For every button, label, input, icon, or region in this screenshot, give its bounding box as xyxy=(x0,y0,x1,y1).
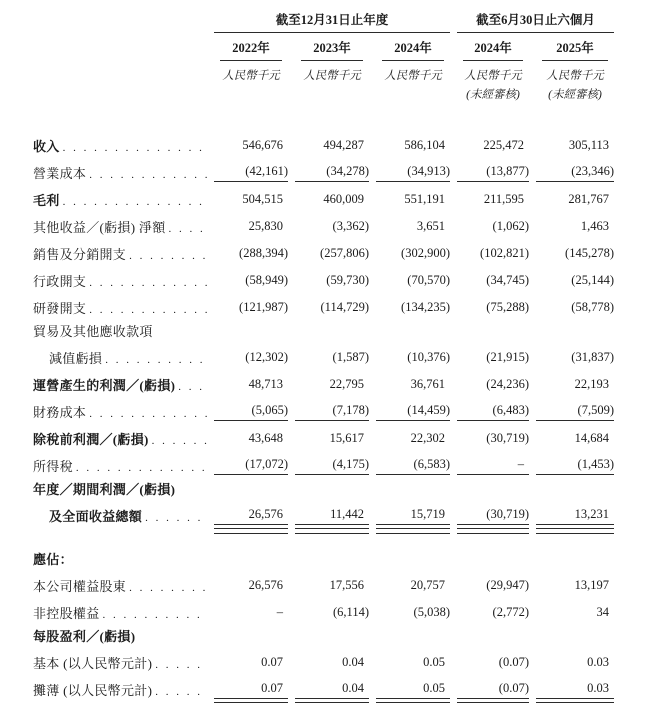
value-cell: (1,062) xyxy=(492,219,529,233)
row-label: 銷售及分銷開支 xyxy=(33,247,127,262)
table-row xyxy=(0,421,650,448)
table-row xyxy=(0,209,650,236)
table-row xyxy=(0,155,650,182)
double-rule-row xyxy=(0,525,650,533)
value-cell: (2,772) xyxy=(492,605,529,619)
value-cell: (102,821) xyxy=(480,246,529,260)
value-cell: 0.03 xyxy=(536,681,614,699)
table-body xyxy=(0,128,650,705)
value-cell: 225,472 xyxy=(483,138,524,152)
value-cell: (7,509) xyxy=(536,403,614,421)
table-row xyxy=(0,568,650,595)
value-cell: (17,072) xyxy=(214,457,288,475)
label-column-spacer xyxy=(33,83,207,102)
row-label: 應佔： xyxy=(33,552,73,567)
row-label-cell xyxy=(33,506,207,525)
row-label-cell xyxy=(33,680,207,699)
value-cell: (1,587) xyxy=(332,350,369,364)
dot-leader xyxy=(86,408,207,420)
dot-leader xyxy=(149,435,207,447)
table-row xyxy=(0,498,650,525)
value-cell: 14,684 xyxy=(574,431,609,445)
row-label-cell xyxy=(33,348,207,367)
value-cell: (42,161) xyxy=(214,164,288,182)
value-cell: 3,651 xyxy=(416,219,445,233)
year-col-2024: 2024年 xyxy=(382,33,444,61)
row-label-cell xyxy=(33,190,207,209)
value-cell: (58,949) xyxy=(245,273,288,287)
value-cell: 22,302 xyxy=(410,431,445,445)
table-row xyxy=(0,340,650,367)
value-cell: 546,676 xyxy=(242,138,283,152)
table-row xyxy=(0,672,650,699)
row-label: 及全面收益總額 xyxy=(49,509,143,524)
table-row xyxy=(0,236,650,263)
value-cell: 22,193 xyxy=(574,377,609,391)
double-rule xyxy=(214,528,288,534)
row-label-cell xyxy=(33,244,207,263)
dot-leader xyxy=(60,142,207,154)
value-cell: 0.03 xyxy=(587,655,609,669)
table-row xyxy=(0,475,650,498)
value-cell: (114,729) xyxy=(320,300,369,314)
dot-leader xyxy=(175,381,207,393)
dot-leader xyxy=(100,609,207,621)
double-rule-row xyxy=(0,699,650,705)
value-cell: (5,038) xyxy=(413,605,450,619)
row-label: 每股盈利／(虧損) xyxy=(33,629,136,644)
value-cell: 26,576 xyxy=(214,507,288,525)
value-cell: 551,191 xyxy=(404,192,445,206)
value-cell: 34 xyxy=(596,605,609,619)
row-label-cell xyxy=(33,321,614,340)
table-row xyxy=(0,128,650,155)
value-cell: (34,278) xyxy=(295,164,369,182)
value-cell: 0.07 xyxy=(261,655,283,669)
value-cell: 17,556 xyxy=(329,578,364,592)
value-cell: (30,719) xyxy=(486,431,529,445)
row-label: 基本 (以人民幣元計) xyxy=(33,656,153,671)
value-cell: (10,376) xyxy=(407,350,450,364)
row-label-cell xyxy=(33,576,207,595)
year-col-2022: 2022年 xyxy=(220,33,282,61)
label-column-spacer xyxy=(33,33,207,61)
row-label-cell xyxy=(33,626,614,645)
unit-label: 人民幣千元 xyxy=(546,70,604,82)
unit-label: 人民幣千元 xyxy=(464,70,522,82)
value-cell: (58,778) xyxy=(571,300,614,314)
value-cell: (6,583) xyxy=(376,457,450,475)
value-cell: 20,757 xyxy=(410,578,445,592)
dot-leader xyxy=(126,582,207,594)
value-cell: 36,761 xyxy=(410,377,445,391)
value-cell: 13,231 xyxy=(536,507,614,525)
value-cell: (6,483) xyxy=(457,403,529,421)
dot-leader xyxy=(152,686,207,698)
row-label-cell xyxy=(33,549,614,568)
dot-leader xyxy=(73,462,207,474)
value-cell: 1,463 xyxy=(580,219,609,233)
value-cell: 48,713 xyxy=(248,377,283,391)
value-cell: 0.07 xyxy=(214,681,288,699)
value-cell: 0.05 xyxy=(376,681,450,699)
year-col-2023: 2023年 xyxy=(301,33,363,61)
dot-leader xyxy=(166,223,207,235)
value-cell: (1,453) xyxy=(536,457,614,475)
value-cell: 15,719 xyxy=(376,507,450,525)
value-cell: 0.05 xyxy=(423,655,445,669)
value-cell: (5,065) xyxy=(214,403,288,421)
value-cell: 22,795 xyxy=(329,377,364,391)
value-cell: (21,915) xyxy=(486,350,529,364)
value-cell: (145,278) xyxy=(565,246,614,260)
unit-label: 人民幣千元 xyxy=(384,70,442,82)
period-group-annual: 截至12月31日止年度 xyxy=(214,10,450,33)
value-cell: 43,648 xyxy=(248,431,283,445)
row-label: 減值虧損 xyxy=(49,351,103,366)
value-cell: 0.04 xyxy=(295,681,369,699)
table-row xyxy=(0,394,650,421)
row-label: 年度／期間利潤／(虧損) xyxy=(33,482,176,497)
value-cell: (6,114) xyxy=(333,605,369,619)
unit-label: 人民幣千元 xyxy=(222,70,280,82)
dot-leader xyxy=(142,512,207,524)
row-label-cell xyxy=(33,217,207,236)
value-cell: 11,442 xyxy=(295,507,369,525)
table-row xyxy=(0,263,650,290)
value-cell: 0.04 xyxy=(342,655,364,669)
unaudited-row xyxy=(0,83,650,102)
table-row xyxy=(0,595,650,622)
value-cell: 586,104 xyxy=(404,138,445,152)
unaudited-label: (未經審核) xyxy=(466,89,520,101)
row-label-cell xyxy=(33,603,207,622)
row-label-cell xyxy=(33,298,207,317)
value-cell: (288,394) xyxy=(239,246,288,260)
dot-leader xyxy=(152,659,207,671)
year-col-2025-interim: 2025年 xyxy=(542,33,608,61)
label-column-spacer xyxy=(33,10,207,33)
double-rule xyxy=(536,528,614,534)
period-group-interim: 截至6月30日止六個月 xyxy=(457,10,614,33)
value-cell: (302,900) xyxy=(401,246,450,260)
value-cell: – xyxy=(276,605,283,619)
table-header xyxy=(0,10,650,102)
value-cell: (12,302) xyxy=(245,350,288,364)
row-label: 研發開支 xyxy=(33,301,87,316)
value-cell: (30,719) xyxy=(457,507,529,525)
row-label: 除稅前利潤／(虧損) xyxy=(33,432,149,447)
value-cell: (7,178) xyxy=(295,403,369,421)
value-cell: (75,288) xyxy=(486,300,529,314)
row-label: 非控股權益 xyxy=(33,606,100,621)
table-row xyxy=(0,448,650,475)
row-label-cell xyxy=(33,271,207,290)
double-rule xyxy=(295,528,369,534)
table-row xyxy=(0,645,650,672)
value-cell: 305,113 xyxy=(568,138,609,152)
value-cell: 494,287 xyxy=(323,138,364,152)
row-label-cell xyxy=(33,136,207,155)
unit-row xyxy=(0,61,650,83)
period-group-row xyxy=(0,10,650,33)
value-cell: (134,235) xyxy=(401,300,450,314)
row-label-cell xyxy=(33,479,614,498)
table-row xyxy=(0,317,650,340)
label-column-spacer xyxy=(33,61,207,83)
row-label-cell xyxy=(33,456,207,475)
table-row xyxy=(0,545,650,568)
row-label-cell xyxy=(33,163,207,182)
row-label-cell xyxy=(33,653,207,672)
value-cell: (13,877) xyxy=(457,164,529,182)
year-row xyxy=(0,33,650,61)
value-cell: 13,197 xyxy=(574,578,609,592)
value-cell: (70,570) xyxy=(407,273,450,287)
row-label-cell xyxy=(33,375,207,394)
row-label: 貿易及其他應收款項 xyxy=(33,324,153,339)
year-col-2024-interim: 2024年 xyxy=(463,33,523,61)
value-cell: (34,913) xyxy=(376,164,450,182)
dot-leader xyxy=(86,277,207,289)
value-cell: (0.07) xyxy=(498,655,529,669)
value-cell: 15,617 xyxy=(329,431,364,445)
table-row xyxy=(0,367,650,394)
value-cell: 211,595 xyxy=(483,192,524,206)
double-rule xyxy=(457,528,529,534)
value-cell: (23,346) xyxy=(536,164,614,182)
value-cell: (34,745) xyxy=(486,273,529,287)
row-label: 行政開支 xyxy=(33,274,87,289)
value-cell: (31,837) xyxy=(571,350,614,364)
row-label: 攤薄 (以人民幣元計) xyxy=(33,683,153,698)
dot-leader xyxy=(126,250,207,262)
table-row xyxy=(0,182,650,209)
row-label-cell xyxy=(33,429,207,448)
value-cell: (59,730) xyxy=(326,273,369,287)
value-cell: (0.07) xyxy=(457,681,529,699)
unaudited-label: (未經審核) xyxy=(548,89,602,101)
row-label: 運營產生的利潤／(虧損) xyxy=(33,378,176,393)
value-cell: (14,459) xyxy=(376,403,450,421)
value-cell: (25,144) xyxy=(571,273,614,287)
row-label: 本公司權益股東 xyxy=(33,579,127,594)
value-cell: – xyxy=(457,457,529,475)
row-label: 財務成本 xyxy=(33,405,87,420)
value-cell: 26,576 xyxy=(248,578,283,592)
dot-leader xyxy=(102,354,207,366)
value-cell: 281,767 xyxy=(568,192,609,206)
value-cell: 460,009 xyxy=(323,192,364,206)
dot-leader xyxy=(60,196,207,208)
value-cell: (3,362) xyxy=(332,219,369,233)
value-cell: 25,830 xyxy=(248,219,283,233)
row-label: 收入 xyxy=(33,139,60,154)
dot-leader xyxy=(86,169,207,181)
value-cell: 504,515 xyxy=(242,192,283,206)
row-label: 其他收益／(虧損) 淨額 xyxy=(33,220,166,235)
table-row xyxy=(0,622,650,645)
dot-leader xyxy=(86,304,207,316)
row-label: 毛利 xyxy=(33,193,60,208)
row-label: 營業成本 xyxy=(33,166,87,181)
row-label: 所得稅 xyxy=(33,459,73,474)
value-cell: (24,236) xyxy=(486,377,529,391)
value-cell: (29,947) xyxy=(486,578,529,592)
value-cell: (121,987) xyxy=(239,300,288,314)
value-cell: (257,806) xyxy=(320,246,369,260)
unit-label: 人民幣千元 xyxy=(303,70,361,82)
row-label-cell xyxy=(33,402,207,421)
table-row xyxy=(0,290,650,317)
double-rule xyxy=(376,528,450,534)
value-cell: (4,175) xyxy=(295,457,369,475)
